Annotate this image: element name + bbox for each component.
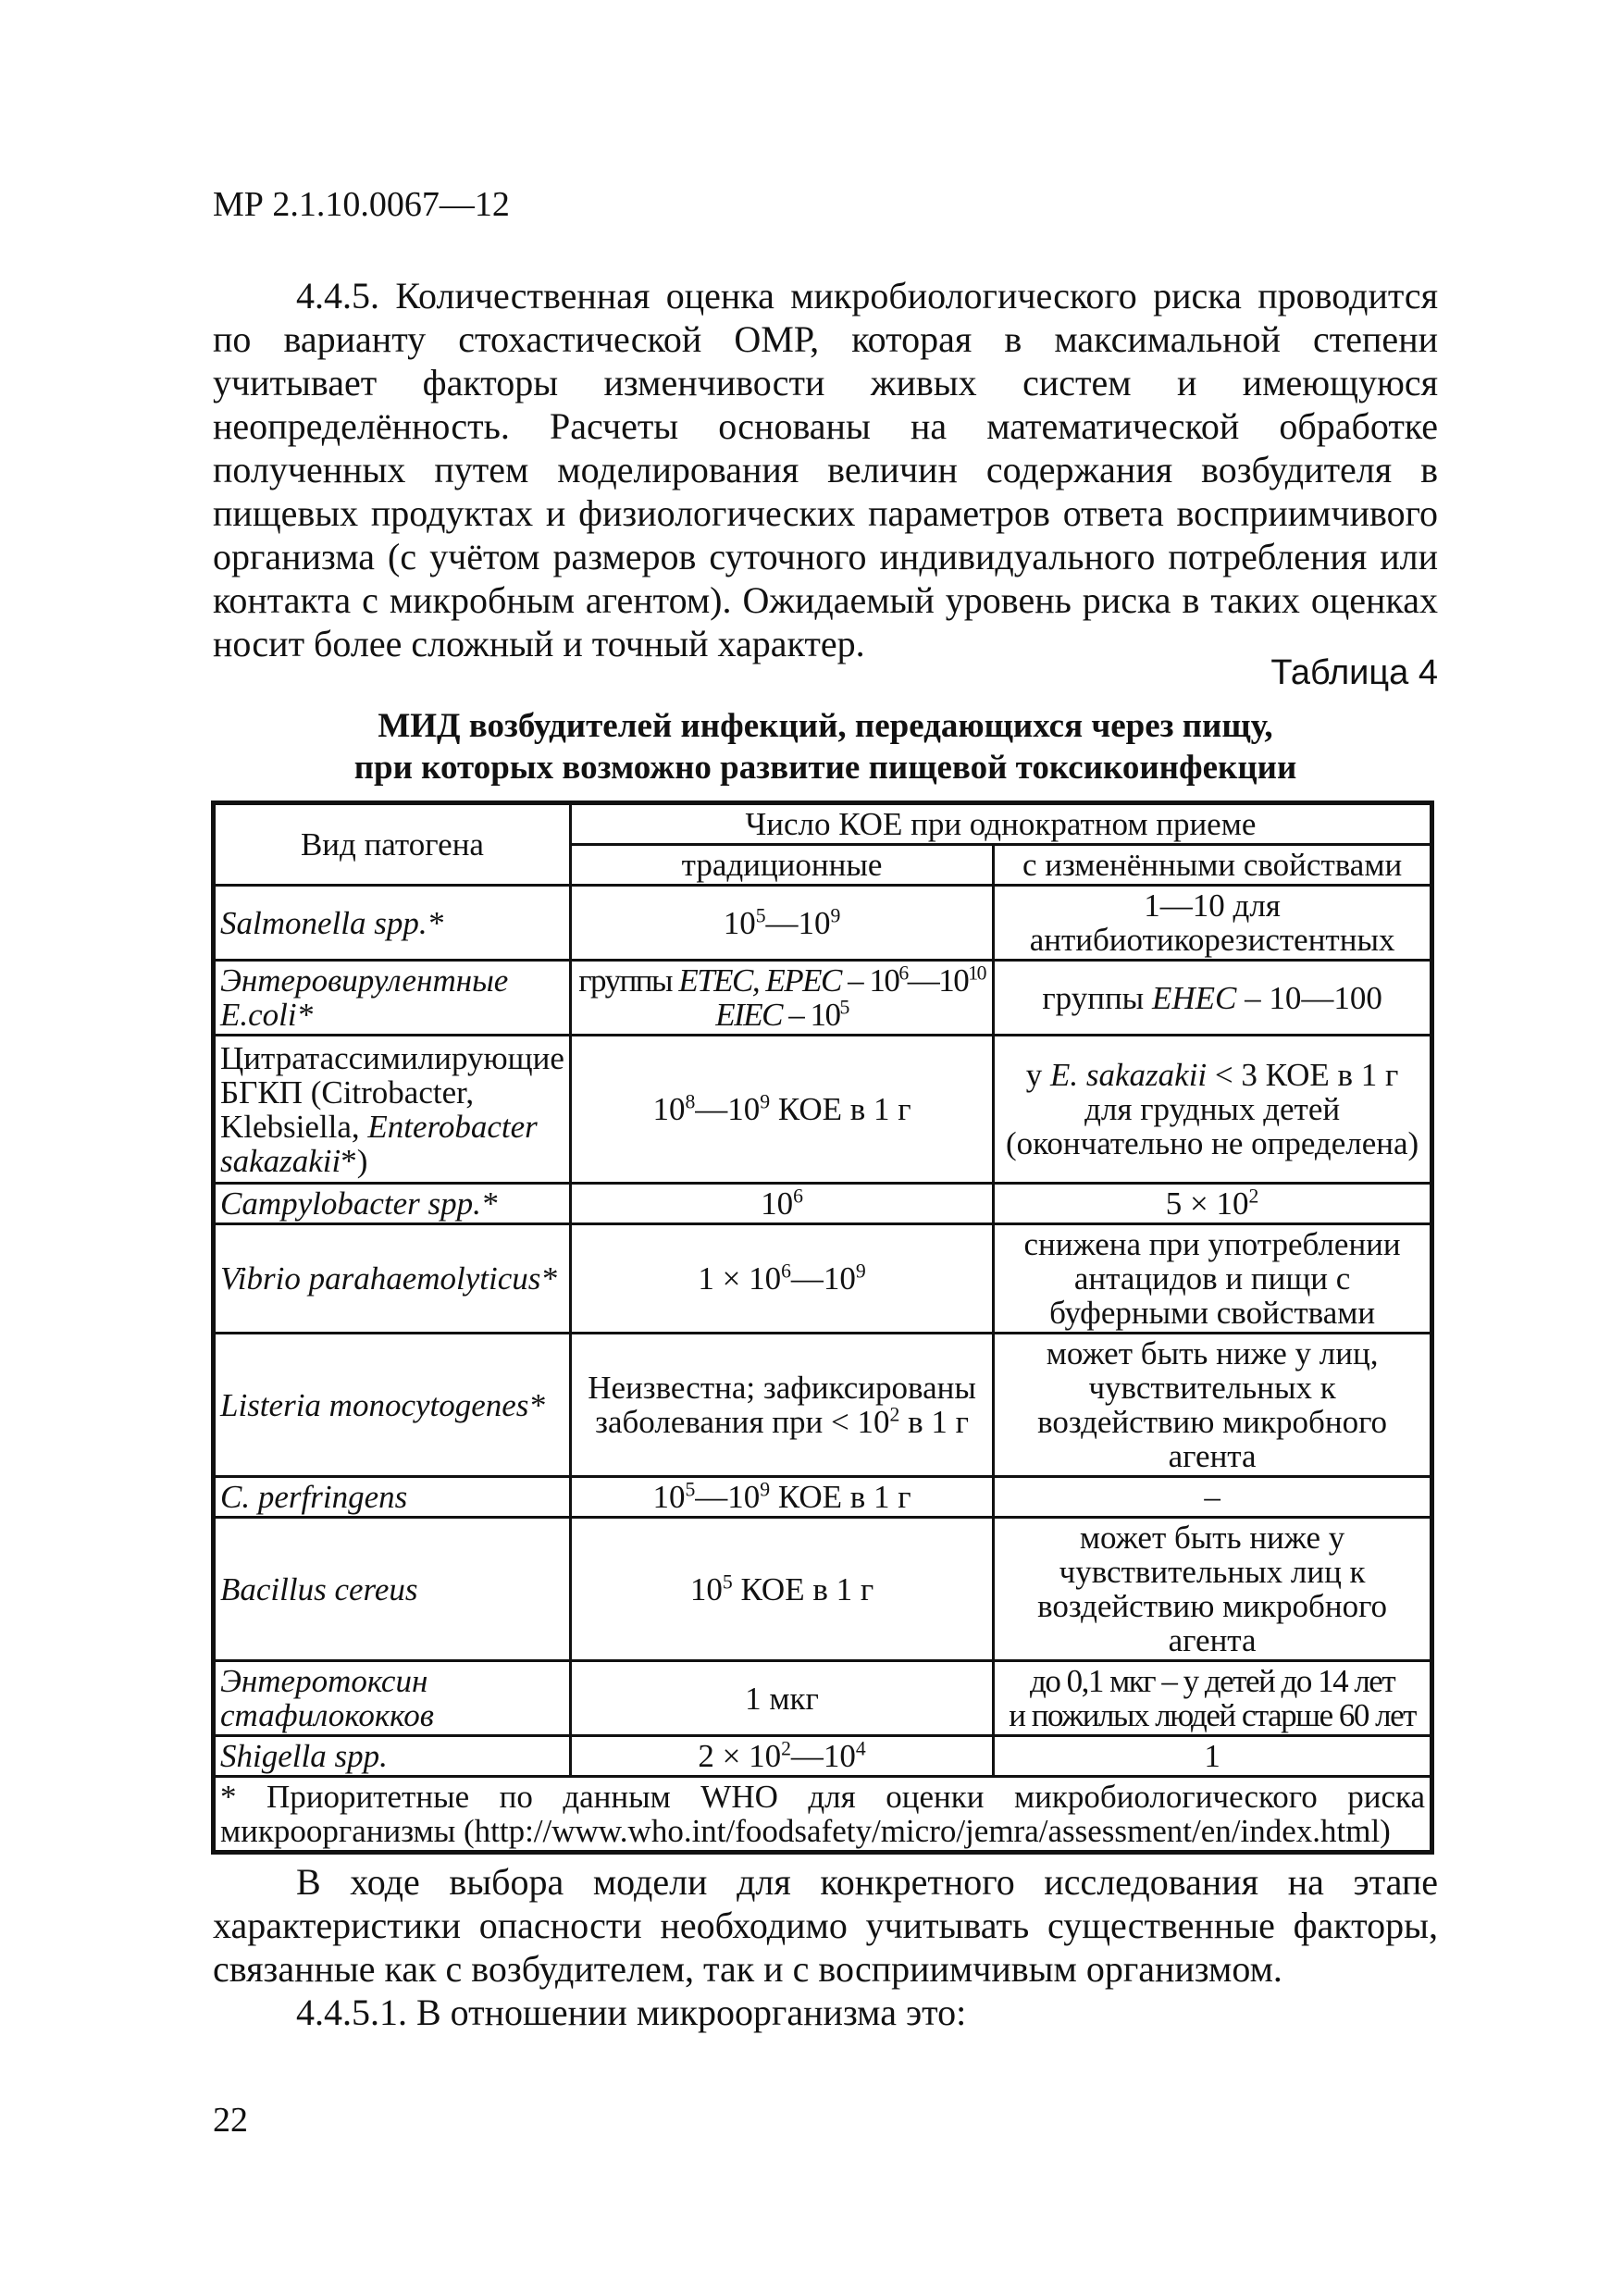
- paragraph-model-selection: В ходе выбора модели для конкретного исследования на этапе характеристики опасности необходимо учитывать существенные факторы, связанные как с возбудителем, так и с восприимчивым организмом.: [213, 1861, 1438, 1990]
- modified-cell: может быть ниже у лиц, чувствительных к воздействию микробного агента: [994, 1334, 1432, 1477]
- modified-cell: снижена при употреблении антацидов и пищи с буферными свойствами: [994, 1224, 1432, 1334]
- traditional-cell: группы ETEC, EPEC – $10^6—10^{10}$ EIEC – $10^5$: [570, 961, 993, 1036]
- modified-cell: у E. sakazakii < 3 КОЕ в 1 г для грудных детей (окончательно не определена): [994, 1036, 1432, 1184]
- traditional-cell: $2 \times 10^2—10^4$: [570, 1736, 993, 1777]
- table-row: [214, 1477, 1432, 1518]
- header-traditional: традиционные: [570, 845, 993, 886]
- header-modified: с изменёнными свойствами: [994, 845, 1432, 886]
- pathogen-cell: Vibrio parahaemolyticus*: [214, 1224, 571, 1334]
- traditional-cell: Неизвестна; зафиксированы заболевания при < $10^2$ в 1 г: [570, 1334, 993, 1477]
- traditional-cell: $10^5—10^9$ КОЕ в 1 г: [570, 1477, 993, 1518]
- table-number: Таблица 4: [1270, 653, 1438, 692]
- header-pathogen: Вид патогена: [214, 803, 571, 886]
- header-cfu-single-dose: Число КОЕ при однократном приеме: [570, 803, 1431, 845]
- mid-pathogens-table: [211, 800, 1434, 1855]
- pathogen-cell: Bacillus cereus: [214, 1518, 571, 1661]
- traditional-cell: $10^5—10^9$: [570, 886, 993, 961]
- table-title-line-2: при которых возможно развитие пищевой токсикоинфекции: [353, 749, 1297, 787]
- traditional-cell: $1 \times 10^6—10^9$: [570, 1224, 993, 1334]
- document-code: МР 2.1.10.0067—12: [213, 185, 510, 224]
- modified-cell: 1—10 для антибиотикорезистентных: [994, 886, 1432, 961]
- pathogen-cell: Listeria monocytogenes*: [214, 1334, 571, 1477]
- table-footnote: * Приоритетные по данным WHO для оценки микробиологического риска микроорганизмы (http://www.who.int/foodsafety/micro/jemra/assessment/en/index.html): [214, 1777, 1432, 1853]
- table-header-row: [214, 803, 1432, 845]
- pathogen-cell: Shigella spp.: [214, 1736, 571, 1777]
- modified-cell: группы EHEC – 10—100: [994, 961, 1432, 1036]
- table-row: [214, 1736, 1432, 1777]
- paragraph-4-4-5-1: 4.4.5.1. В отношении микроорганизма это:: [296, 1992, 967, 2033]
- table-row: [214, 1184, 1432, 1224]
- paragraph-4-4-5: 4.4.5. Количественная оценка микробиологического риска проводится по варианту стохастической ОМР, которая в максимальной степени учитывает факторы изменчивости живых систем и имеющуюся неопределённость. Расчеты основаны на математической обработке полученных путем моделирования величин содержания возбудителя в пищевых продуктах и физиологических параметров ответа восприимчивого организма (с учётом размеров суточного индивидуального потребления или контакта с микробным агентом). Ожидаемый уровень риска в таких оценках носит более сложный и точный характер.: [213, 275, 1438, 664]
- table-row: [214, 1224, 1432, 1334]
- traditional-cell: $10^8—10^9$ КОЕ в 1 г: [570, 1036, 993, 1184]
- table-row: [214, 1661, 1432, 1736]
- modified-cell: –: [994, 1477, 1432, 1518]
- table-row: [214, 1036, 1432, 1184]
- pathogen-cell: Энтеротоксин стафилококков: [214, 1661, 571, 1736]
- table-row: [214, 1334, 1432, 1477]
- traditional-cell: 1 мкг: [570, 1661, 993, 1736]
- modified-cell: до 0,1 мкг – у детей до 14 лет и пожилых людей старше 60 лет: [994, 1661, 1432, 1736]
- pathogen-cell: Campylobacter spp.*: [214, 1184, 571, 1224]
- table-row: [214, 886, 1432, 961]
- pathogen-cell: Цитратассимилирующие БГКП (Citrobacter, Klebsiella, Enterobacter sakazakii*): [214, 1036, 571, 1184]
- pathogen-cell: Энтеровирулентные E.coli*: [214, 961, 571, 1036]
- modified-cell: 1: [994, 1736, 1432, 1777]
- traditional-cell: $10^5$ КОЕ в 1 г: [570, 1518, 993, 1661]
- traditional-cell: $10^6$: [570, 1184, 993, 1224]
- modified-cell: может быть ниже у чувствительных лиц к воздействию микробного агента: [994, 1518, 1432, 1661]
- pathogen-cell: C. perfringens: [214, 1477, 571, 1518]
- pathogen-cell: Salmonella spp.*: [214, 886, 571, 961]
- table-title-line-1: МИД возбудителей инфекций, передающихся через пищу,: [378, 707, 1273, 745]
- page-number: 22: [213, 2101, 248, 2140]
- table-title: [213, 705, 1438, 788]
- table-footnote-row: [214, 1777, 1432, 1853]
- modified-cell: $5 \times 10^2$: [994, 1184, 1432, 1224]
- table-row: [214, 1518, 1432, 1661]
- table-row: [214, 961, 1432, 1036]
